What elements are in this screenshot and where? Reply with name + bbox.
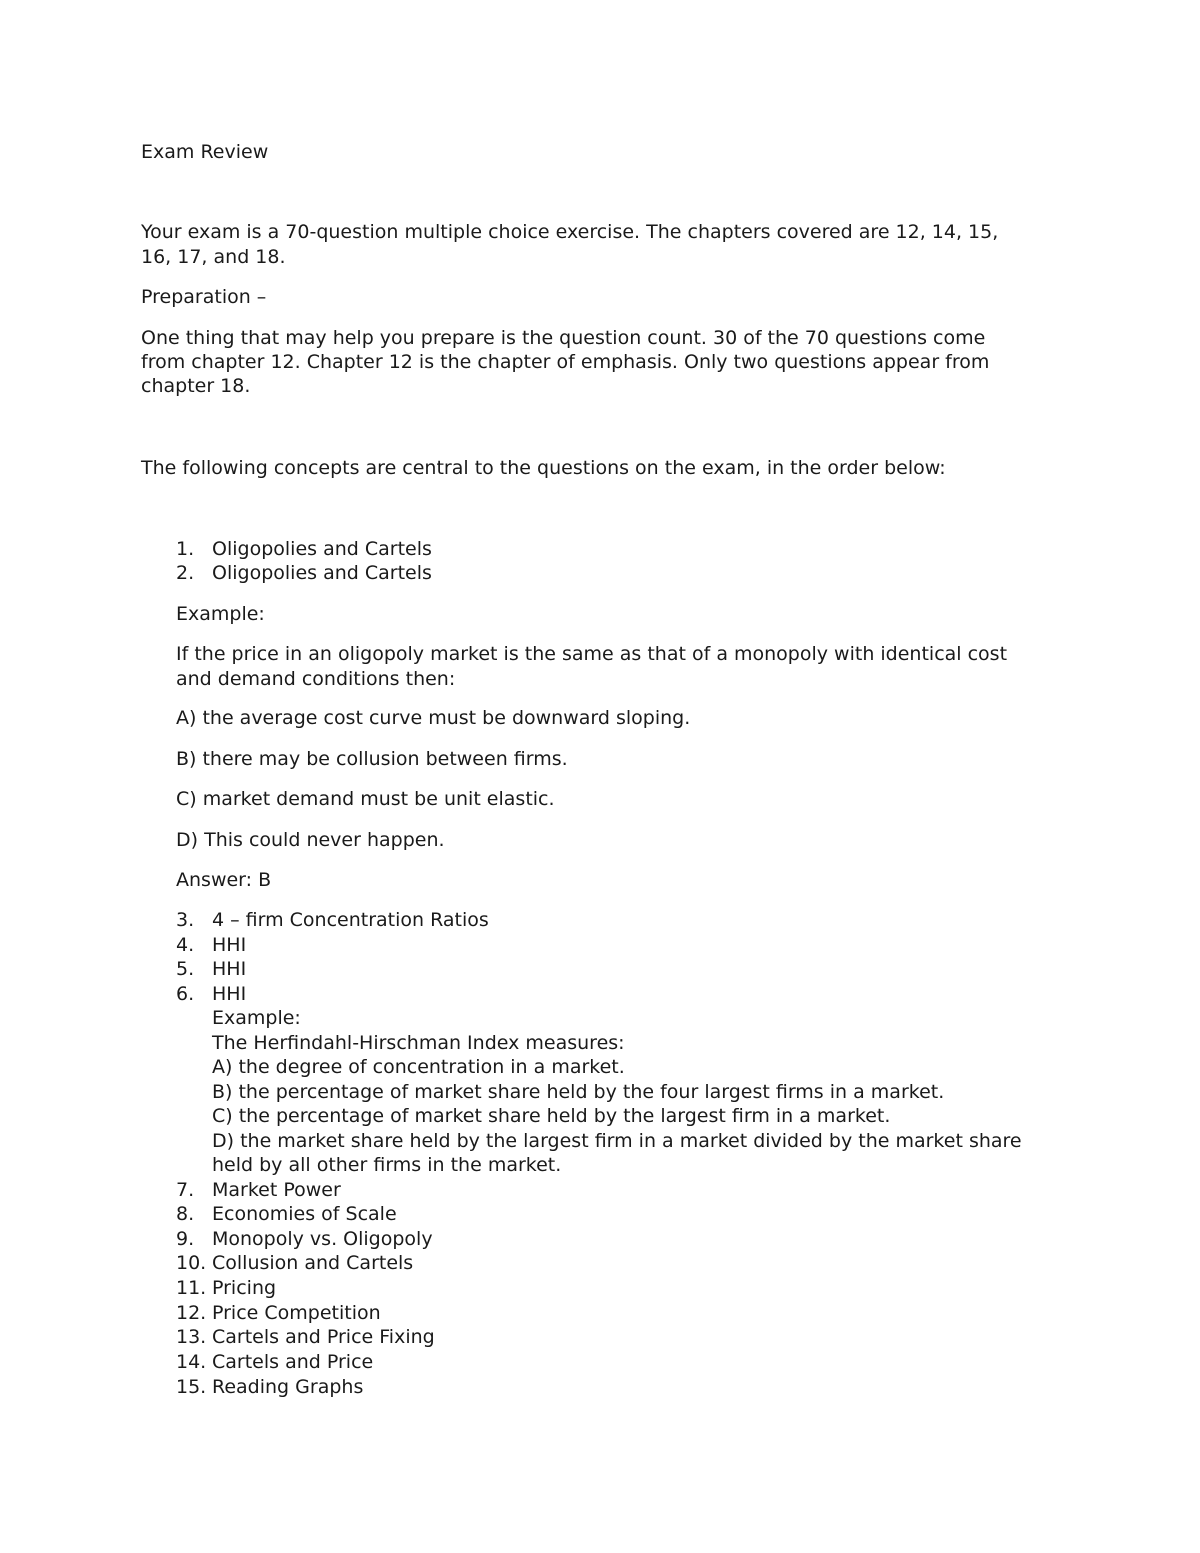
example-option-d-continued: held by all other firms in the market.: [212, 1154, 562, 1176]
list-item-text: Cartels and Price: [212, 1351, 374, 1373]
example-option-d: D) This could never happen.: [176, 829, 445, 851]
prep-line-2: from chapter 12. Chapter 12 is the chapter of emphasis. Only two questions appear from: [141, 351, 990, 373]
list-item-text: Collusion and Cartels: [212, 1252, 414, 1274]
concepts-intro: The following concepts are central to the questions on the exam, in the order below:: [141, 457, 946, 479]
list-item-text: Market Power: [212, 1179, 341, 1201]
list-item-text: Cartels and Price Fixing: [212, 1326, 435, 1348]
example-option-a: A) the average cost curve must be downward sloping.: [176, 707, 691, 729]
list-item-text: Oligopolies and Cartels: [212, 538, 432, 560]
list-item-text: Economies of Scale: [212, 1203, 397, 1225]
list-item-text: Pricing: [212, 1277, 277, 1299]
example-question: The Herfindahl-Hirschman Index measures:: [212, 1032, 625, 1054]
intro-line-2: 16, 17, and 18.: [141, 246, 286, 268]
example-option-b: B) there may be collusion between firms.: [176, 748, 568, 770]
list-item-number: 4.: [176, 934, 195, 956]
list-item-text: Reading Graphs: [212, 1376, 364, 1398]
example-label: Example:: [212, 1007, 301, 1029]
list-item-number: 12.: [176, 1302, 207, 1324]
example-label: Example:: [176, 603, 265, 625]
list-item-number: 1.: [176, 538, 195, 560]
list-item-number: 7.: [176, 1179, 195, 1201]
list-item-number: 13.: [176, 1326, 207, 1348]
example-option-d: D) the market share held by the largest firm in a market divided by the market share: [212, 1130, 1022, 1152]
example-answer: Answer: B: [176, 869, 272, 891]
example-question-line-1: If the price in an oligopoly market is the same as that of a monopoly with identical cost: [176, 643, 1008, 665]
list-item-number: 5.: [176, 958, 195, 980]
list-item-text: Monopoly vs. Oligopoly: [212, 1228, 433, 1250]
example-option-a: A) the degree of concentration in a market.: [212, 1056, 625, 1078]
list-item-text: HHI: [212, 934, 247, 956]
list-item-text: Price Competition: [212, 1302, 381, 1324]
intro-line-1: Your exam is a 70-question multiple choice exercise. The chapters covered are 12, 14, 15,: [141, 221, 999, 243]
document-title: Exam Review: [141, 141, 269, 163]
list-item-number: 9.: [176, 1228, 195, 1250]
list-item-number: 8.: [176, 1203, 195, 1225]
list-item-number: 11.: [176, 1277, 207, 1299]
example-option-c: C) the percentage of market share held by the largest firm in a market.: [212, 1105, 891, 1127]
list-item-number: 2.: [176, 562, 195, 584]
prep-line-1: One thing that may help you prepare is the question count. 30 of the 70 questions come: [141, 327, 986, 349]
example-option-c: C) market demand must be unit elastic.: [176, 788, 555, 810]
list-item-text: 4 – firm Concentration Ratios: [212, 909, 489, 931]
prep-line-3: chapter 18.: [141, 375, 251, 397]
list-item-text: HHI: [212, 983, 247, 1005]
list-item-number: 3.: [176, 909, 195, 931]
example-option-b: B) the percentage of market share held by the four largest firms in a market.: [212, 1081, 945, 1103]
list-item-number: 15.: [176, 1376, 207, 1398]
preparation-heading: Preparation –: [141, 286, 267, 308]
list-item-text: Oligopolies and Cartels: [212, 562, 432, 584]
list-item-number: 10.: [176, 1252, 207, 1274]
example-question-line-2: and demand conditions then:: [176, 668, 456, 690]
list-item-number: 14.: [176, 1351, 207, 1373]
list-item-text: HHI: [212, 958, 247, 980]
list-item-number: 6.: [176, 983, 195, 1005]
